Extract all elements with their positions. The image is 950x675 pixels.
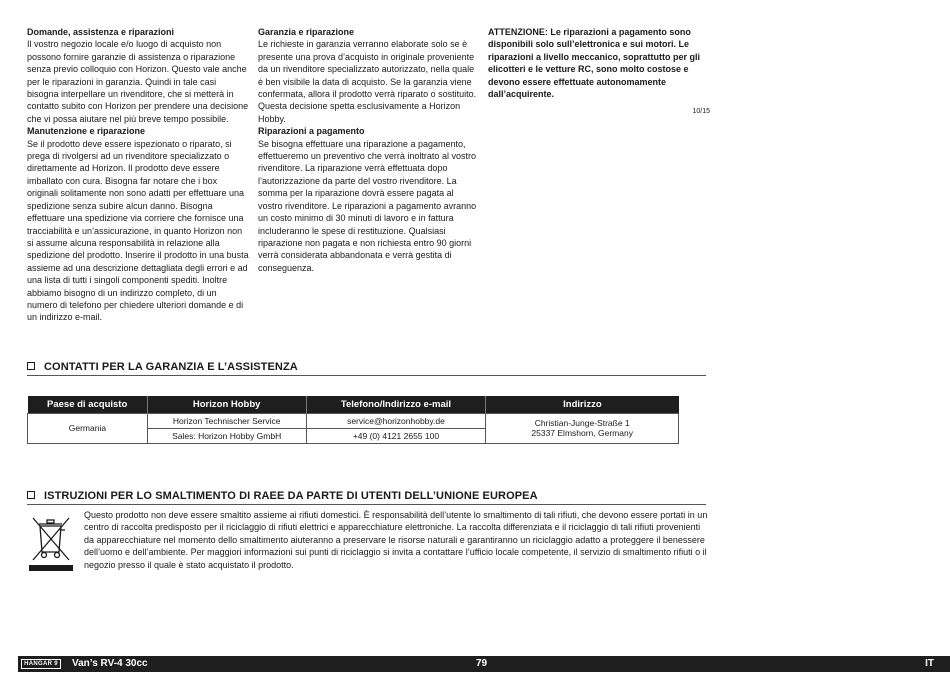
paragraph-questions-service: Il vostro negozio locale e/o luogo di acquisto non possono fornire garanzie di assistenza o riparazione senza previo colloquio con Horizon. Questo vale anche per le riparazioni in garanzia. Quindi in tale casi bisogna interpellare un rivenditore, che si metterà in contatto subito con Horizon per prendere una decisione che vi possa aiutare nel più breve tempo possibile.	[27, 39, 249, 124]
page-footer	[18, 656, 950, 672]
hangar9-logo: HANGAR 9	[21, 659, 61, 669]
weee-section-title-text: ISTRUZIONI PER LO SMALTIMENTO DI RAEE DA PARTE DI UTENTI DELL’UNIONE EUROPEA	[44, 490, 538, 502]
cell-phone: +49 (0) 4121 2655 100	[306, 428, 486, 443]
revision-code: 10/15	[692, 108, 710, 116]
heading-questions-service: Domande, assistenza e riparazioni	[27, 27, 175, 37]
address-line-2: 25337 Elmshorn, Germany	[531, 428, 633, 438]
column-warranty	[258, 26, 480, 274]
crossed-out-wheelie-bin-icon	[27, 510, 75, 573]
header-address: Indirizzo	[486, 396, 679, 413]
paragraph-warranty-repair: Le richieste in garanzia verranno elaborate solo se è presente una prova d’acquisto in originale proveniente da un rivenditore specializzato autorizzato, nella quale è ben visibile la data di acquisto. Se la garanzia viene confermata, allora il prodotto verrà riparato o sostituito. Questa decisione spetta esclusivamente a Horizon Hobby.	[258, 39, 477, 124]
contacts-section-title-text: CONTATTI PER LA GARANZIA E L’ASSISTENZA	[44, 361, 298, 373]
footer-model-name: Van’s RV-4 30cc	[72, 658, 148, 669]
cell-company-sales: Sales: Horizon Hobby GmbH	[147, 428, 306, 443]
header-country: Paese di acquisto	[28, 396, 148, 413]
attention-notice: ATTENZIONE: Le riparazioni a pagamento sono disponibili solo sull’elettronica e sui motori. Le riparazioni a livello meccanico, soprattutto per gli elicotteri e le vetture RC, sono molto costose e devono essere effettuate autonomamente dall’acquirente.	[488, 27, 701, 100]
table-header-row	[28, 396, 679, 413]
page-number: 79	[476, 658, 488, 669]
cell-company-service: Horizon Technischer Service	[147, 413, 306, 428]
language-code: IT	[925, 658, 934, 669]
weee-section-title	[27, 490, 706, 505]
table-row	[28, 413, 679, 428]
heading-paid-repairs: Riparazioni a pagamento	[258, 126, 365, 137]
heading-warranty-repair: Garanzia e riparazione	[258, 27, 355, 37]
checkbox-square-icon	[27, 362, 35, 370]
column-attention	[488, 26, 710, 119]
paragraph-maintenance-repair: Se il prodotto deve essere ispezionato o riparato, si prega di rivolgersi ad un rivenditore specializzato o direttamente ad Horizon. Il prodotto deve essere imballato con cura. Bisogna far notare che i box originali solitamente non sono adatti per effettuare una spedizione senza subire alcun danno. Bisogna effettuare una spedizione via corriere che fornisce una tracciabilità e un’assicurazione, in quanto Horizon non si assume alcuna responsabilità in relazione alla spedizione del prodotto. Inserire il prodotto in una busta assieme ad una descrizione dettagliata degli errori e ad una lista di tutti i singoli componenti spediti. Inoltre abbiamo bisogno di un indirizzo completo, di un numero di telefono per chiedere ulteriori domande e di un indirizzo e-mail.	[27, 138, 249, 323]
address-line-1: Christian-Junge-Straße 1	[534, 418, 630, 428]
header-horizon-hobby: Horizon Hobby	[147, 396, 306, 413]
paragraph-paid-repairs: Se bisogna effettuare una riparazione a pagamento, effettueremo un preventivo che verrà inoltrato al vostro rivenditore. La riparazione verrà effettuata dopo l’autorizzazione da parte del vostro rivenditore. La somma per la riparazione dovrà essere pagata al vostro rivenditore. Le riparazioni a pagamento avranno un costo minimo di 30 minuti di lavoro e in fattura includeranno le spese di restituzione. Qualsiasi riparazione non pagata e non richiesta entro 90 giorni verrà considerata abbandonata e verrà gestita di conseguenza.	[258, 138, 477, 273]
checkbox-square-icon	[27, 491, 35, 499]
cell-address	[486, 413, 679, 443]
cell-country: Germania	[28, 413, 148, 443]
header-phone-email: Telefono/Indirizzo e-mail	[306, 396, 486, 413]
weee-disposal-text: Questo prodotto non deve essere smaltito assieme ai rifiuti domestici. È responsabilità dell’utente lo smaltimento di tali rifiuti, che devono essere portati in un centro di raccolta predisposto per il riciclaggio di rifiuti elettrici e apparecchiature elettroniche. La raccolta differenziata e il riciclaggio di tali rifiuti provenienti da apparecchiature nel momento dello smaltimento aiuteranno a preservare le risorse naturali e garantiranno un riciclaggio adatto a proteggere il benessere dell’uomo e dell’ambiente. Per maggiori informazioni sui punti di riciclaggio si invita a contattare l’ufficio locale competente, il servizio di smaltimento rifiuti o il negozio presso il quale è stato acquistato il prodotto.	[84, 510, 708, 570]
cell-email[interactable]: service@horizonhobby.de	[306, 413, 486, 428]
contact-table	[27, 396, 679, 444]
column-service	[27, 26, 249, 324]
heading-maintenance-repair: Manutenzione e riparazione	[27, 126, 146, 137]
contacts-section-title	[27, 361, 706, 376]
